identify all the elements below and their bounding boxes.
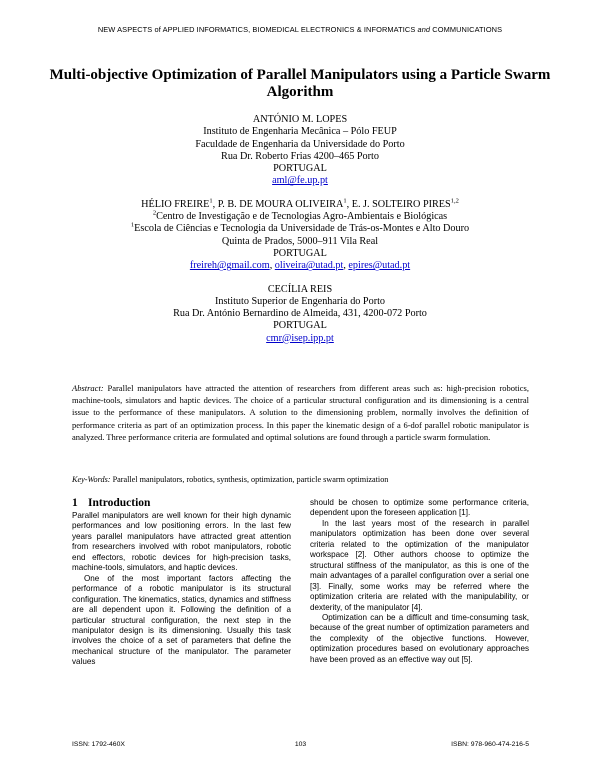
affiliation-text: Centro de Investigação e de Tecnologias Agro-Ambientais e Biológicas [156,211,448,223]
email-link[interactable]: epires@utad.pt [348,260,411,272]
email-link[interactable]: aml@fe.up.pt [272,175,328,187]
affiliation-line: Rua Dr. António Bernardino de Almeida, 431, 4200-072 Porto [173,308,427,320]
affiliation-sup: 1 [130,221,135,229]
issn: ISSN: 1792-460X [72,741,125,748]
country-line: PORTUGAL [273,247,327,259]
keywords-text: Parallel manipulators, robotics, synthesis, optimization, particle swarm optimization [110,475,389,484]
body-paragraph: One of the most important factors affecting the performance of a robotic manipulator is its structural configuration. The kinematics, statics, dynamics and stiffness are all dependent upon it. Following the definition of a particular structural configuration, the next step in the manipulator design is its dimensioning. Usually this task involves the choice of a set of parameters that define the mechanical structure of the manipulator. The parameter values [72,573,291,667]
email-line [40,260,560,272]
country-line: PORTUGAL [273,320,327,332]
page-number: 103 [294,741,307,748]
affiliation-line: Rua Dr. Roberto Frias 4200–465 Porto [221,150,379,162]
affiliation-line [40,223,560,235]
paper-title: Multi-objective Optimization of Parallel Manipulators using a Particle Swarm Algorithm [49,67,551,100]
affiliation-line: Instituto de Engenharia Mecânica – Pólo FEUP [203,126,397,138]
abstract-label: Abstract: [72,383,104,393]
running-header-and: and [417,25,431,34]
affiliation-line: Quinta de Prados, 5000–911 Vila Real [221,235,379,247]
affiliation-sup: 2 [152,209,157,217]
isbn: ISBN: 978-960-474-216-5 [451,741,529,748]
email-separator: , [269,260,275,272]
abstract-text: Parallel manipulators have attracted the attention of researchers from different areas such as: high-precision robotics, machine-tools, simulators and haptic devices. The choice of a particular structural configuration and its dimensioning is a central issue to the performance of these manipulators. A solution to the dimensioning problem, normally involves the definition of performance criteria as part of an optimization process. In this paper the kinematic design of a 6-dof parallel robotic manipulator is analyzed. Three performance criteria are formulated and optimal solutions are found through a particle swarm formulation. [72,383,529,442]
email-link[interactable]: oliveira@utad.pt [274,260,344,272]
author-sup: 1,2 [450,197,459,205]
author-sup: 1 [209,197,213,205]
email-link[interactable]: freireh@gmail.com [189,260,270,272]
section-number: 1 [72,497,78,509]
affiliation-line: Faculdade de Engenharia da Universidade do Porto [195,138,405,150]
running-header [0,25,600,34]
section-heading [72,496,291,510]
author-block [40,114,560,345]
author-name: , P. B. DE MOURA OLIVEIRA [212,198,344,210]
body-paragraph: Optimization can be a difficult and time-consuming task, because of the great number of optimization parameters and the complexity of the objective functions. However, optimization procedures based on evolutionary approaches have been proved as an effective way out [5]. [310,612,529,664]
section-title: Introduction [88,497,151,509]
author-names-line [40,199,560,211]
email-separator: , [343,260,349,272]
affiliation-line: Instituto Superior de Engenharia do Porto [214,295,386,307]
column-right [310,498,529,665]
author-sup: 1 [343,197,347,205]
body-paragraph: should be chosen to optimize some performance criteria, dependent upon the foreseen application [1]. [310,498,529,518]
author-name: HÉLIO FREIRE [141,198,210,210]
affiliation-line [40,211,560,223]
column-left [72,496,291,668]
abstract [72,382,529,443]
running-header-part: NEW ASPECTS of APPLIED INFORMATICS, BIOMEDICAL ELECTRONICS & INFORMATICS [97,25,418,34]
body-paragraph: Parallel manipulators are well known for their high dynamic performances and low positioning errors. In the last few years parallel manipulators have attracted great attention from researchers involved with robot manipulators, robotic end effectors, robotic devices for high-precision tasks, machine-tools, simulators, and haptic devices. [72,511,291,573]
country-line: PORTUGAL [273,163,327,175]
keywords [72,474,529,485]
author-name: CECÍLIA REIS [267,283,333,295]
affiliation-text: Escola de Ciências e Tecnologia da Universidade de Trás-os-Montes e Alto Douro [134,223,470,235]
author-name: , E. J. SOLTEIRO PIRES [346,198,451,210]
keywords-label: Key-Words: [72,475,111,484]
body-paragraph: In the last years most of the research in parallel manipulators optimization has been done over several criteria related to the optimization of the manipulator workspace [2]. Other authors choose to optimize the structural stiffness of the manipulator, as this is one of the main advantages of a parallel configuration over a serial one [3]. Finally, some works may be referred where the optimization criteria are related with the manipulability, or dexterity, of the manipulator [4]. [310,518,529,612]
email-link[interactable]: cmr@isep.ipp.pt [266,332,334,344]
running-header-part: COMMUNICATIONS [430,25,503,34]
author-name: ANTÓNIO M. LOPES [252,114,348,125]
